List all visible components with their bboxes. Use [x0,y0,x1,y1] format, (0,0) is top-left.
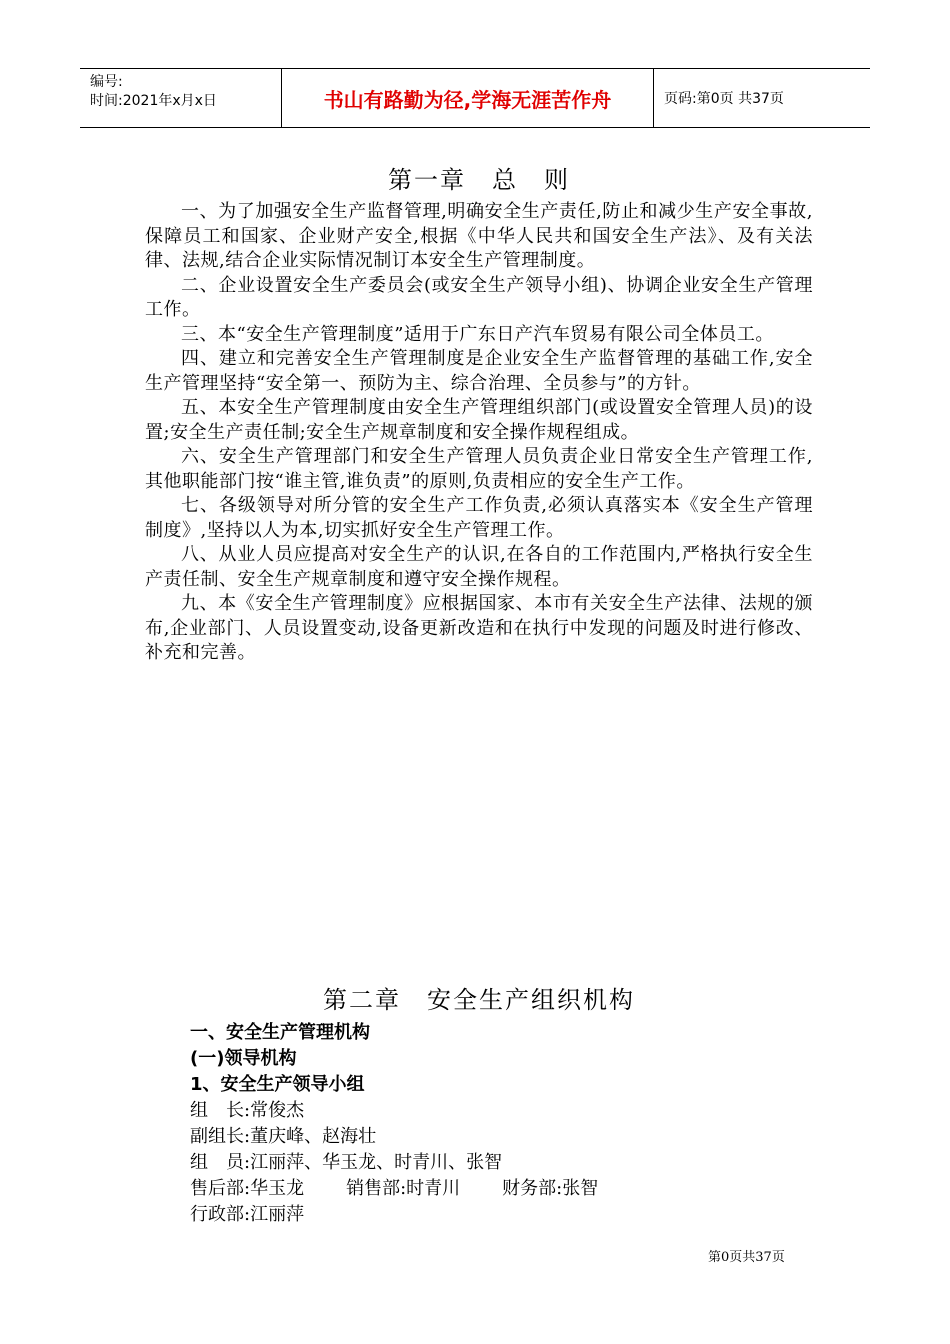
chapter-1-title: 第一章 总 则 [388,166,570,194]
paragraph: 四、建立和完善安全生产管理制度是企业安全生产监督管理的基础工作,安全生产管理坚持“安全第一、预防为主、综合治理、全员参与”的方针。 [145,348,813,394]
chapter-2 [145,980,813,1228]
dept-finance: 财务部:张智 [502,1178,599,1199]
time-label: 时间:2021年x月x日 [90,93,217,109]
section-heading: 一、安全生产管理机构 [190,1022,370,1043]
leader-line: 组 长:常俊杰 [190,1100,305,1121]
page-footer: 第0页共37页 [708,1250,785,1265]
paragraph: 一、为了加强安全生产监督管理,明确安全生产责任,防止和减少生产安全事故,保障员工和国家、企业财产安全,根据《中华人民共和国安全生产法》、及有关法律、法规,结合企业实际情况制订本安全生产管理制度。 [145,201,813,271]
paragraph: 五、本安全生产管理制度由安全生产管理组织部门(或设置安全管理人员)的设置;安全生产责任制;安全生产规章制度和安全操作规程组成。 [145,397,813,443]
header-meta [80,69,282,127]
page-header [80,68,870,128]
paragraph: 二、企业设置安全生产委员会(或安全生产领导小组)、协调企业安全生产管理工作。 [145,274,813,320]
paragraph: 三、本“安全生产管理制度”适用于广东日产汽车贸易有限公司全体员工。 [181,323,774,345]
group-heading: 1、安全生产领导小组 [190,1074,365,1095]
header-page-info: 页码:第0页 共37页 [664,91,784,107]
vice-leader-line: 副组长:董庆峰、赵海壮 [190,1126,377,1147]
header-motto: 书山有路勤为径,学海无涯苦作舟 [282,69,654,127]
dept-admin-line: 行政部:江丽萍 [190,1204,305,1225]
dept-after-sales: 售后部:华玉龙 [190,1178,305,1199]
chapter-2-title: 第二章 安全生产组织机构 [323,986,635,1014]
serial-label: 编号: [90,74,123,90]
dept-sales: 销售部:时青川 [346,1178,461,1199]
paragraph: 八、从业人员应提高对安全生产的认识,在各自的工作范围内,严格执行安全生产责任制、安全生产规章制度和遵守安全操作规程。 [145,544,813,590]
paragraph: 七、各级领导对所分管的安全生产工作负责,必须认真落实本《安全生产管理制度》,坚持以人为本,切实抓好安全生产管理工作。 [145,495,813,541]
paragraph: 六、安全生产管理部门和安全生产管理人员负责企业日常安全生产管理工作,其他职能部门按“谁主管,谁负责”的原则,负责相应的安全生产工作。 [145,446,813,492]
paragraph: 九、本《安全生产管理制度》应根据国家、本市有关安全生产法律、法规的颁布,企业部门、人员设置变动,设备更新改造和在执行中发现的问题及时进行修改、补充和完善。 [145,593,813,663]
subsection-heading: (一)领导机构 [190,1048,297,1069]
departments-line [145,1176,813,1202]
chapter-1 [145,160,813,666]
members-line: 组 员:江丽萍、华玉龙、时青川、张智 [190,1152,503,1173]
